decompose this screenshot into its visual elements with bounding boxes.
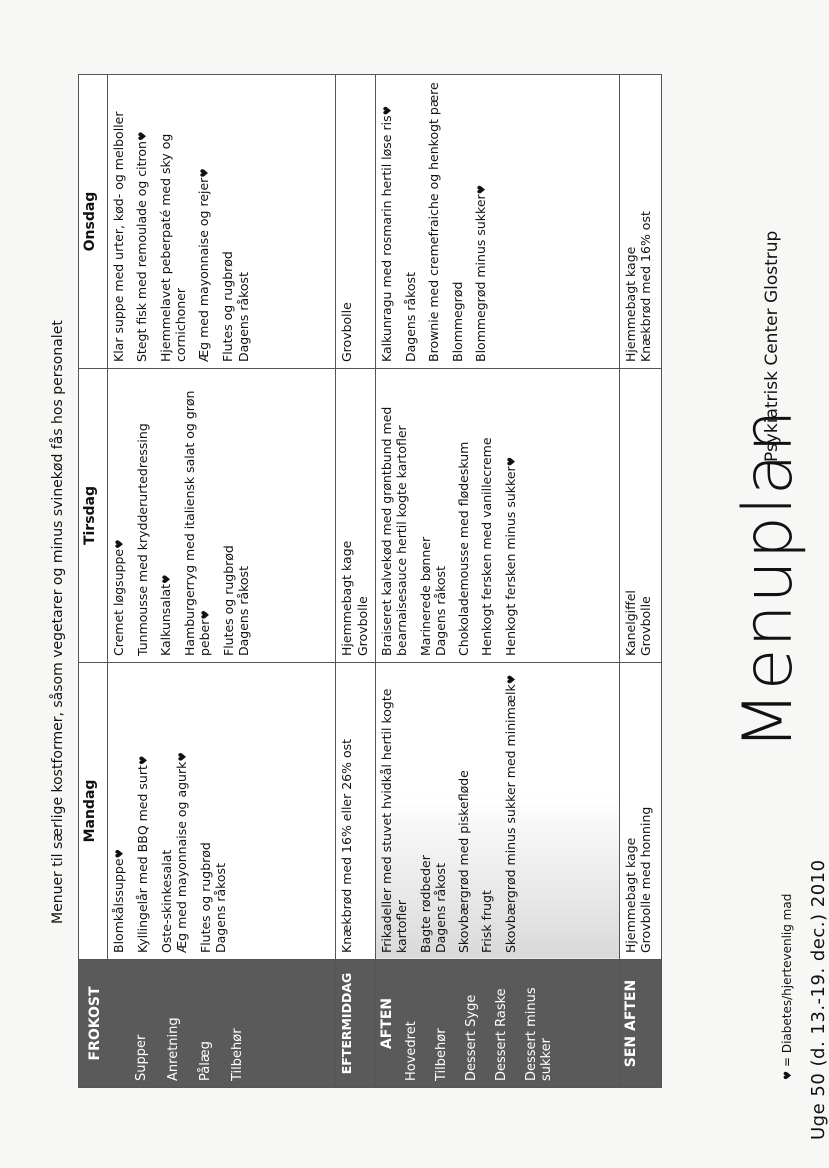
aften-tirsdag-cell bbox=[376, 369, 620, 663]
menu-item-text: Chokolademousse med flødeskum bbox=[456, 441, 472, 656]
heart-icon: ♥ bbox=[198, 168, 212, 178]
heart-icon: ♥ bbox=[159, 574, 173, 584]
day-header-tirsdag: Tirsdag bbox=[79, 369, 108, 663]
row-label: Dessert minus sukker bbox=[523, 987, 555, 1081]
sen-aften-mandag: Hjemmebagt kage Grovbolle med honning bbox=[619, 663, 661, 960]
row-label: Pålæg bbox=[197, 1041, 213, 1081]
heart-icon: ♥ bbox=[112, 848, 126, 859]
menu-item bbox=[379, 81, 395, 362]
menu-item bbox=[158, 375, 174, 656]
heart-icon: ♥ bbox=[136, 755, 150, 766]
heart-icon: ♥ bbox=[112, 539, 126, 549]
table-row-aften bbox=[376, 75, 620, 1088]
menu-item bbox=[479, 375, 494, 656]
heart-icon: ♥ bbox=[381, 105, 395, 116]
aften-mandag-cell bbox=[376, 663, 620, 960]
footer-note: Menuer til særlige kostformer, såsom vegetarer og minus svinekød fås hos personalet bbox=[50, 320, 66, 924]
menu-item bbox=[111, 81, 126, 362]
eftermiddag-header: EFTERMIDDAG bbox=[336, 960, 376, 1088]
menu-item-text: Flutes og rugbrød Dagens råkost bbox=[220, 251, 251, 362]
menu-item-text: Klar suppe med urter, kød- og melboller bbox=[110, 111, 126, 362]
menu-item bbox=[456, 375, 471, 656]
menu-item-text: Hjemmelavet peberpaté med sky og cornichoner bbox=[157, 133, 189, 362]
menu-item bbox=[418, 375, 449, 656]
menu-item-text: Marinerede bønner Dagens råkost bbox=[417, 536, 448, 656]
table-row-days bbox=[79, 75, 108, 1088]
menu-item-text: Dagens råkost bbox=[403, 272, 418, 362]
menu-item bbox=[479, 669, 494, 953]
row-label: Hovedret bbox=[404, 1021, 420, 1081]
menu-item-text: Skovbærgrød med piskefløde bbox=[456, 770, 472, 953]
sen-aften-header: SEN AFTEN bbox=[619, 960, 661, 1088]
week-title: Uge 50 (d. 13.-19. dec.) 2010 bbox=[808, 859, 829, 1140]
menu-item bbox=[403, 81, 418, 362]
row-label: Tilbehør bbox=[433, 1028, 449, 1081]
menu-item-text: Blomkålssuppe bbox=[110, 858, 126, 953]
menu-item bbox=[159, 669, 190, 953]
menu-item-text: Bagte rødbeder Dagens råkost bbox=[417, 855, 448, 953]
menu-item bbox=[456, 669, 471, 953]
eftermiddag-mandag: Knækbrød med 16% eller 26% ost bbox=[336, 663, 376, 960]
aften-onsdag-cell bbox=[376, 75, 620, 369]
heart-icon: ♥ bbox=[504, 456, 518, 467]
eftermiddag-tirsdag: Hjemmebagt kage Grovbolle bbox=[336, 369, 376, 663]
center-name: Psykiatrisk Center Glostrup bbox=[762, 230, 782, 462]
menu-item bbox=[135, 669, 151, 953]
menu-item bbox=[503, 669, 519, 953]
heart-icon: ♥ bbox=[783, 1070, 794, 1080]
heart-icon: ♥ bbox=[175, 752, 189, 762]
day-header-onsdag: Onsdag bbox=[79, 75, 108, 369]
menu-item-text: Hamburgerryg med italiensk salat og grøn peber bbox=[181, 390, 212, 656]
menu-item-text: Blommegrød minus sukker bbox=[472, 194, 488, 362]
menu-item bbox=[111, 375, 127, 656]
menu-item bbox=[111, 669, 127, 953]
eftermiddag-onsdag: Grovbolle bbox=[336, 75, 376, 369]
menu-item bbox=[221, 375, 252, 656]
menu-item-text: Kyllingelår med BBQ med surt bbox=[134, 765, 150, 953]
menu-item-text: Æg med mayonnaise og rejer bbox=[196, 177, 212, 362]
legend bbox=[780, 894, 794, 1080]
menu-item bbox=[182, 375, 213, 656]
menu-item bbox=[379, 375, 410, 656]
menu-item-text: Kalkunragu med rosmarin hertil løse ris bbox=[379, 115, 395, 362]
menu-item bbox=[196, 81, 212, 362]
frokost-onsdag-cell bbox=[107, 75, 336, 369]
frokost-tirsdag-cell bbox=[107, 369, 336, 663]
page-title: Menuplan bbox=[729, 408, 808, 750]
heart-icon: ♥ bbox=[474, 184, 488, 195]
heart-icon: ♥ bbox=[199, 610, 212, 620]
menu-item-text: Henkogt fersken med vanillecreme bbox=[479, 437, 495, 656]
menu-item-text: Skovbærgrød minus sukker med minimælk bbox=[502, 684, 518, 953]
table-row-sen-aften bbox=[619, 75, 661, 1088]
table-row-eftermiddag bbox=[336, 75, 376, 1088]
menu-item bbox=[220, 81, 251, 362]
frokost-mandag-cell bbox=[107, 663, 336, 960]
row-label: Dessert Syge bbox=[463, 994, 479, 1081]
row-label: Dessert Raske bbox=[493, 988, 509, 1081]
menu-item bbox=[135, 375, 150, 656]
menu-item bbox=[198, 669, 229, 953]
menu-item bbox=[426, 81, 441, 362]
menu-item-text: Blommegrød bbox=[449, 281, 465, 362]
heart-icon: ♥ bbox=[504, 674, 518, 685]
menu-item bbox=[450, 81, 465, 362]
menu-item bbox=[503, 375, 519, 656]
menu-item-text: Brownie med cremefraiche og henkogt pære bbox=[426, 82, 442, 362]
menu-item-text: Flutes og rugbrød Dagens råkost bbox=[197, 842, 228, 953]
menu-item-text: Flutes og rugbrød Dagens råkost bbox=[220, 545, 252, 656]
aften-header: AFTEN bbox=[379, 997, 396, 1050]
heart-icon: ♥ bbox=[135, 131, 149, 142]
table-row-frokost bbox=[107, 75, 336, 1088]
day-header-mandag: Mandag bbox=[79, 663, 108, 960]
menu-item-text: Frikadeller med stuvet hvidkål hertil kogte kartofler bbox=[379, 688, 410, 953]
menu-item bbox=[134, 81, 150, 362]
menu-item-text: Cremet løgsuppe bbox=[110, 548, 126, 656]
menu-item-text: Braiseret kalvekød med grøntbund med bearnaisesauce hertil kogte kartofler bbox=[379, 406, 410, 656]
frokost-header: FROKOST Supper Anretning Pålæg Tilbehør bbox=[79, 960, 336, 1088]
aften-labels bbox=[376, 960, 620, 1088]
menu-item bbox=[379, 669, 410, 953]
row-label: Tilbehør bbox=[229, 1028, 245, 1081]
menu-item-text: Stegt fisk med remoulade og citron bbox=[133, 141, 149, 362]
menu-item-text: Henkogt fersken minus sukker bbox=[502, 466, 518, 656]
menu-item-text: Tunmousse med krydderurtedressing bbox=[134, 423, 150, 656]
menu-item bbox=[418, 669, 449, 953]
row-label: Supper bbox=[134, 1034, 150, 1081]
menu-item-text: Oste-skinkesalat Æg med mayonnaise og agurk bbox=[158, 761, 189, 953]
row-label: Anretning bbox=[165, 1017, 181, 1081]
menu-item-text: Kalkunsalat bbox=[157, 583, 173, 656]
legend-text: = Diabetes/hjertevenlig mad bbox=[780, 893, 794, 1068]
menu-table bbox=[78, 74, 662, 1088]
sen-aften-tirsdag: Kanelgiffel Grovbolle bbox=[619, 369, 661, 663]
menu-item bbox=[158, 81, 189, 362]
sen-aften-onsdag: Hjemmebagt kage Knækbrød med 16% ost bbox=[619, 75, 661, 369]
menu-item-text: Frisk frugt bbox=[479, 890, 495, 953]
menu-item bbox=[473, 81, 489, 362]
